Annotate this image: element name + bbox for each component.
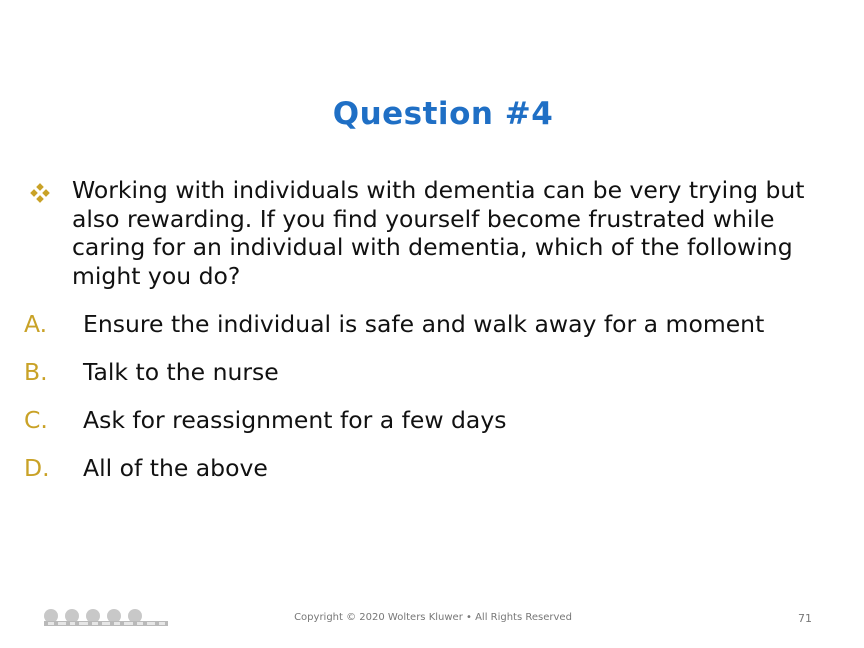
option-text: All of the above	[83, 454, 268, 482]
question-block	[28, 176, 828, 290]
option-letter: C.	[24, 406, 48, 434]
option-letter: A.	[24, 310, 48, 338]
option-letter: B.	[24, 358, 48, 386]
option-b	[24, 358, 824, 387]
diamond-bullet-icon	[30, 183, 50, 203]
footer-copyright: Copyright © 2020 Wolters Kluwer • All Rights Reserved	[294, 612, 572, 623]
option-a	[24, 310, 824, 339]
answer-options	[24, 310, 824, 502]
option-text: Ensure the individual is safe and walk away for a moment	[83, 310, 765, 338]
option-letter: D.	[24, 454, 50, 482]
option-text: Talk to the nurse	[83, 358, 279, 386]
option-d	[24, 454, 824, 483]
page-number: 71	[798, 612, 812, 625]
slide-title: Question #4	[332, 96, 554, 132]
option-c	[24, 406, 824, 435]
question-text: Working with individuals with dementia can be very trying but also rewarding. If you find yourself become frustrated while caring for an individual with dementia, which of the following might you do?	[72, 176, 805, 290]
option-text: Ask for reassignment for a few days	[83, 406, 507, 434]
